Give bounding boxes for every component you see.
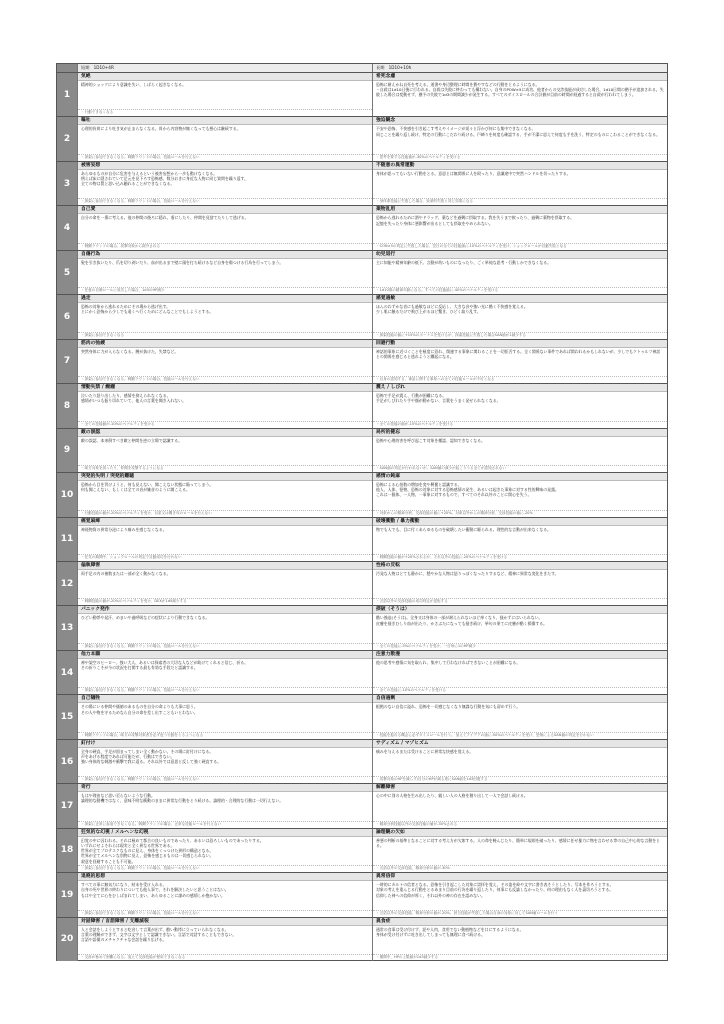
short-term-header: 短期 1D10+4R — [77, 64, 372, 72]
long-term-effect-note: ・対象からの精神分析、交渉技能の値に+20%。対象以外からの精神分析、交渉技能の値に-20% — [373, 510, 667, 517]
long-term-description: 神話的事象に近づくことを極度に恐れ、関連する事象に関わることを一切拒否する。全く関係ない事件であれば関われるかもしれないが、少しでもクトゥルフ神話との関係を感じると逃れようと躍起になる。 — [376, 348, 661, 359]
short-term-cell — [77, 251, 372, 294]
row-number: 16 — [57, 740, 77, 783]
short-term-cell — [77, 562, 372, 605]
long-term-title: 希死念慮 — [373, 73, 667, 81]
long-term-effect-note: ・精神分析技能以外の交渉技能の値が-30%される — [373, 821, 667, 828]
short-term-effect-note: ・探索に参加できなくなる。戦闘ラウンドの場合、技能ロールを行えない — [78, 910, 372, 917]
long-term-cell — [372, 117, 667, 160]
short-term-effect-note: ・行動技能の値が-20%のペナルティを受け、目星又は聞き耳のロールを行えない — [78, 510, 372, 517]
row-number: 14 — [57, 651, 77, 694]
short-term-title: 自傷行為 — [78, 251, 372, 259]
row-number: 13 — [57, 606, 77, 649]
short-term-cell — [77, 606, 372, 649]
short-term-title: 痛覚麻痺 — [78, 518, 372, 526]
long-term-title: 解離障害 — [373, 784, 667, 792]
short-term-effect-note: ・探索に参加できなくなる。戦闘ラウンドの場合、技能ロールを行えない — [78, 376, 372, 383]
table-row — [57, 472, 667, 516]
row-number: 19 — [57, 873, 77, 916]
long-term-description: 身体が思ってもいない行動をとる。意思とは無関係に人を殴ったり、意識途中で突然ハンドルを切ったりする。 — [376, 170, 571, 176]
row-number: 5 — [57, 251, 77, 294]
short-term-title: 自己犠牲 — [78, 695, 372, 703]
short-term-title: 奇行 — [78, 784, 372, 792]
short-term-effect-note: ・行動できなくなる — [78, 109, 372, 116]
long-term-cell — [372, 829, 667, 872]
short-term-cell — [77, 651, 372, 694]
row-number: 3 — [57, 162, 77, 205]
long-term-title: 局所的健忘 — [373, 429, 667, 437]
long-term-cell — [372, 473, 667, 516]
table-row — [57, 650, 667, 694]
row-number: 1 — [57, 73, 77, 116]
table-row — [57, 383, 667, 427]
long-term-description: 物でも人でも、目に付くあらゆるものを破壊したい衝動に駆られる。理性的な言動が出来なくなる。 — [376, 526, 552, 532]
short-term-effect-note: ・探索に正常に参加できなくなる。戦闘ラウンドの場合、正常な技能ロールを行えない — [78, 821, 372, 828]
row-number: 4 — [57, 206, 77, 249]
long-term-description: ほんのわずかな音にも過敏なほどに反応し、大きな音や強い光に酷く不快感を覚える。 少し肌に触るだけで飛び上がるほど驚き、ひどく取り乱す。 — [376, 304, 528, 315]
short-term-title: 対話障害 / 言語障害 / 支離滅裂 — [78, 918, 372, 926]
table-row — [57, 161, 667, 205]
short-term-description: その場にいる仲間や価値のあるものを自分の命よりも大事に思う。 その人や物を守るためなら自分の命を差し出すこともいとわない。 — [81, 704, 198, 715]
long-term-description: 汚発な人物はとても静かに、穏やかな人物は怒りっぽくなったりするなど、精神に異常な変化をきたす。 — [376, 570, 559, 576]
short-term-cell — [77, 695, 372, 738]
short-term-description: すべての事に無気力になり、結末を受け入れる。 自身の死や世界の終わりについても他人事で、それを解決したいと思うことはない。 もはや全てに心をむしばまれてしまい、あらゆることに諦めの感情しか抱かない。 — [81, 882, 229, 898]
table-row — [57, 116, 667, 160]
short-term-description: 心理的負荷により吐き気が止まらなくなる。胃から内容物が無くなっても悪心は継続する。 — [81, 126, 241, 132]
table-row — [57, 250, 667, 294]
long-term-title: 幼児退行 — [373, 251, 667, 259]
long-term-cell — [372, 784, 667, 827]
short-term-title: 過走 — [78, 295, 372, 303]
row-number: 8 — [57, 384, 77, 427]
short-term-effect-note: ・戦闘技能の値が-20%のペナルティを受け、DEXが1d5減少する — [78, 598, 372, 605]
short-term-description: 神や架空のヒーロー、強い大人、あるいは探索者の大切な人などが助けてくれると信じ、祈る。 その祈りこそが今の状況を打開する最も有効な手段だと認識する。 — [81, 659, 248, 671]
long-term-description: 根拠のない自信に溢れ、恐怖を一切感じなくなり無謀な行動を気にも留めず行う。 — [376, 704, 521, 710]
short-term-title: 筋肉の弛緩 — [78, 340, 372, 348]
row-number: 6 — [57, 295, 77, 338]
short-term-cell — [77, 518, 372, 561]
short-term-effect-note: ・戦闘ラウンドの場合、攻撃対象から除外される — [78, 243, 372, 250]
short-term-cell — [77, 73, 372, 116]
short-term-title: 気絶 — [78, 73, 372, 81]
long-term-effect-note: ・技能を振れる機会に必ずダイスロールを行う。 加えてアイデアの値に-50%のペナルティを受け、恐怖によるSAN値の判定を行わない — [373, 732, 667, 739]
long-term-effect-note: ・全ての技能に-5%のペナルティを受け、一日毎に1のHP減少 — [373, 643, 667, 650]
short-term-title: 情動失禁 / 癇癪 — [78, 384, 372, 392]
short-term-description: 両手足の内の複数または一部が全く動かなくなる。 — [81, 570, 171, 576]
short-term-cell — [77, 384, 372, 427]
table-row — [57, 428, 667, 472]
long-term-effect-note: ・言語以外の交渉技能の成功判定が逆転する — [373, 598, 667, 605]
long-term-effect-note: ・攻撃対象のHPを減らす/自分のHPが減る度にSAN値を1d3回復する — [373, 776, 667, 783]
long-term-description: 主に知能や精神年齢の低下。言動が幼いものになったり、ごく単純な思考・行動しかできなくなる。 — [376, 259, 552, 265]
short-term-cell — [77, 206, 372, 249]
long-term-cell — [372, 562, 667, 605]
long-term-effect-note: ・自身の認知する、神話に関する事象への全ての技能ロールが不可となる — [373, 376, 667, 383]
long-term-cell — [372, 918, 667, 961]
short-term-effect-note: ・探索に参加できなくなる。戦闘ラウンドの場合、技能ロールを行えない — [78, 865, 372, 872]
long-term-cell — [372, 73, 667, 116]
table-header — [57, 64, 667, 72]
short-term-cell — [77, 429, 372, 472]
short-term-cell — [77, 740, 372, 783]
long-term-description: 恐怖による心拍数の増加を変や興奮と認識する。 他人、人体、怪物、恐怖の対象に対する恐怖感情の発生、あるいは起きた事象に対する性的興味の発露。 これは一個体、一人物、一事象に対するもので、すべてのそれ以外のことに関心を失う。 — [376, 482, 559, 498]
long-term-cell — [372, 251, 667, 294]
long-term-effect-note: ・戦闘技能の値が+20%されるが、それ以外の技能に-20%のペナルティを受ける — [373, 554, 667, 561]
long-term-header: 長期 1D10+10h — [372, 64, 667, 72]
long-term-title: 注意力散漫 — [373, 651, 667, 659]
short-term-title: 釘付け — [78, 740, 372, 748]
short-term-effect-note: ・全ての技能値が-10%のペナルティを受ける — [78, 421, 372, 428]
short-term-cell — [77, 162, 372, 205]
long-term-effect-note: ・言語以外の交渉技能、精神分析の値が-30% — [373, 865, 667, 872]
short-term-description: 自分の命を一番に考える。他の仲間の後ろに隠れ、盾にしたり、仲間を見捨てたりして逃げる。 — [81, 215, 249, 221]
short-term-cell — [77, 873, 372, 916]
row-number: 15 — [57, 695, 77, 738]
short-term-description: 突然身体に力が入らなくなる。腰が抜けた、失禁など。 — [81, 348, 179, 354]
long-term-cell — [372, 206, 667, 249]
short-term-effect-note: ・狂気の期間中、ショックロールの判定で自動成功を行わない — [78, 554, 372, 561]
table-row — [57, 605, 667, 649]
short-term-title: 自己愛 — [78, 206, 372, 214]
table-row — [57, 294, 667, 338]
short-term-effect-note: ・任意の自傷ロールに成功した場合、1d3のHP減少 — [78, 287, 372, 294]
table-row — [57, 561, 667, 605]
long-term-title: 異常信仰 — [373, 873, 667, 881]
table-row — [57, 828, 667, 872]
long-term-effect-note: ・全ての技能の値が-15%のペナルティを受ける — [373, 421, 667, 428]
short-term-cell — [77, 829, 372, 872]
short-term-title: 敵の誤認 — [78, 429, 372, 437]
short-term-description: 精神的ショックにより意識を失い、しばらく起きなくなる。 — [81, 82, 186, 87]
long-term-title: 回避行動 — [373, 340, 667, 348]
row-number: 10 — [57, 473, 77, 516]
long-term-title: サディズム / マゾヒズム — [373, 740, 667, 748]
long-term-effect-note: ・言語以外の交渉技能、精神分析の値が-20%。該当技能が失敗した場合自身の対象に対してSAN値ロールを行う — [373, 910, 667, 917]
short-term-title: 被害妄想 — [78, 162, 372, 170]
short-term-title: 嘔吐 — [78, 117, 372, 125]
long-term-description: 痛みを与えるまたは受けることに異常な快感を覚える。 — [376, 748, 474, 754]
short-term-description: 人と会話をしようとすると吃音して言葉が出ず、酷い動悸に立っていられなくなる。 言葉の理解ができず、文字は文字として認識できない。言語で対話することもできない。 言語や語彙のメチャクチャな会話を繰り広げる。 — [81, 926, 237, 943]
long-term-cell — [372, 695, 667, 738]
long-term-title: 震え / しびれ — [373, 384, 667, 392]
short-term-cell — [77, 295, 372, 338]
long-term-effect-note: ・期間中、HPの上限値が1d3減少する — [373, 954, 667, 961]
long-term-description: 他の思考や感情に気を取られ、集中して行わなければできないことが困難になる。 — [376, 659, 521, 665]
long-term-effect-note: ・CON×5の判定に失敗した場合、翌日の全ての技能値に-10%のペナルティを受け、ショックロールが自動失敗となる — [373, 243, 667, 250]
long-term-title: 論理観の欠如 — [373, 829, 667, 837]
short-term-effect-note: ・探索に参加できなくなる。戦闘ラウンドの場合、技能ロールを行えない — [78, 687, 372, 694]
insanity-table — [56, 63, 668, 961]
short-term-description: 神経物質の異常分泌により痛みを感じなくなる。 — [81, 526, 167, 532]
long-term-effect-note: ・SAN値の判定が行われないが、SAN値の減少が起こりうる全てが認知されない — [373, 465, 667, 472]
long-term-description: 通常の食事は受け付けず、泥や人肉、食用でない動植物などを口にするようになる。 身体が受け付けずに吐き出してしまっても無理に食べ続ける。 — [376, 926, 524, 937]
row-number: 7 — [57, 340, 77, 383]
long-term-effect-note: ・思考を要する技能値が-30%のペナルティを受ける — [373, 154, 667, 161]
long-term-description: 恐怖から逃れるために酒やドラッグ、薬などを過剰に摂取する。我を失うまで飲ったり、過剰に薬物を摂取する。 記憶を失ったり身体に悪影響が出るとしても摂取をやめられない。 — [376, 215, 575, 226]
long-term-cell — [372, 740, 667, 783]
table-row — [57, 917, 667, 961]
short-term-title: 他力本願 — [78, 651, 372, 659]
long-term-title: 異食症 — [373, 918, 667, 926]
header-number-column — [57, 64, 77, 72]
table-body — [57, 72, 667, 961]
long-term-description: 一時的にカルトの信者となる。恐怖を引き起こした対象に崇拝を覚え、その姿を絵や文字に書き表そうとしたり、写本を作ろうとする。 対象の考えを重んじる行動をとるあまり目前の行為を繰り返したり、何事にも反論しなかったり、何の理由もなく人を裏切ろうとする。 信仰した神への信仰が厚く、それ以外の神の存在を認めない。 — [376, 882, 614, 898]
short-term-cell — [77, 918, 372, 961]
short-term-description: 幻覚の中に囚われる。それは極めて都合の良いものであったり、あるいは恐ろしいものであったりする。 いずれにせよそれらは現実と全く異なる世界である。 世界が全てプロテスクなものに見え、身体をくっつけた異形の構造となる。 世界が全てメルヘンな別物に見え、恐怖を感じるものは一切感じられない。 殺意を回避することも不可能。 — [81, 837, 264, 864]
short-term-description: 全身の硬直、手足が固まってしまい全く動かない。その場に釘付けになる。 声をあげる程度であれば可能だが、行動はできない。 強い身体的な刺激や衝撃で我に返る。それ以外では意思と反して強く硬直する。 — [81, 748, 222, 765]
long-term-title: 薬物乱用 — [373, 206, 667, 214]
long-term-cell — [372, 162, 667, 205]
short-term-description: あらゆるものが自分に危害を与えるという被害妄想から一歩も動けなくなる。 例えば床に隠されていて足元を見下ろす恐怖感、数分おきに身近な人物に同じ質問を繰り返す。 全ての物は罠と思い込み触れることができなくなる。 — [81, 170, 248, 187]
table-row — [57, 205, 667, 249]
long-term-description: 恐怖に耐えかね自死を考える。道書や身辺整理に時間を費やすなどの行動をとるようになる。 ・自殺は1d10日後に行われる。自殺は失敗に終わっても構わない。自身のPOW×5に成功、他者からの交渉技能が成功した場合、1d10日間の猶予が追加される。失敗した場合は変動せず、猶予の失敗で1d3の期間減少が発生する。すべてのダイスロールの合計値が目前の時間が経過すると自殺が行われてしまう。 — [376, 82, 664, 98]
long-term-cell — [372, 384, 667, 427]
short-term-effect-note: ・探索に参加できなくなる。戦闘ラウンドの場合、技能ロールを行えない — [78, 154, 372, 161]
short-term-description: 敵の誤認、本来倒すべき敵と仲間を逆の立場で認識する。 — [81, 437, 183, 443]
long-term-title: 不随意の異常運動 — [373, 162, 667, 170]
long-term-description: 酷い強迫(そうは)。全身又は身体の一部が耐えられないほど痒くなり、掻かずにはいられない。 皮膚を掻きむしり血が出たり、かさぶたになっても掻き続け、挙句の果てに皮膚が酷く損傷する。 — [376, 615, 548, 626]
long-term-description: 心の中に別の人格を生み出したり、親しい人の人格を創り出して一人で会話し続ける。 — [376, 793, 528, 799]
table-row — [57, 339, 667, 383]
long-term-effect-note: ・身体系技能に失敗した場合、致命的失敗と同じ効果になる — [373, 198, 667, 205]
row-number: 11 — [57, 518, 77, 561]
row-number: 17 — [57, 784, 77, 827]
long-term-cell — [372, 340, 667, 383]
short-term-cell — [77, 473, 372, 516]
table-row — [57, 783, 667, 827]
long-term-title: 自信過剰 — [373, 695, 667, 703]
long-term-cell — [372, 606, 667, 649]
short-term-cell — [77, 117, 372, 160]
row-number: 2 — [57, 117, 77, 160]
long-term-cell — [372, 651, 667, 694]
row-number: 18 — [57, 829, 77, 872]
table-row — [57, 72, 667, 116]
long-term-cell — [372, 295, 667, 338]
long-term-title: 感情の鈍麻 — [373, 473, 667, 481]
short-term-effect-note: ・探索に参加できなくなる。戦闘ラウンドの場合、技能ロールを行えない — [78, 643, 372, 650]
short-term-effect-note: ・戦闘ラウンドの場合、味方の攻撃対象者を必ず庇う行動をとるようになる — [78, 732, 372, 739]
table-row — [57, 739, 667, 783]
row-number: 9 — [57, 429, 77, 472]
table-row — [57, 517, 667, 561]
short-term-effect-note: ・探索に参加できなくなる — [78, 332, 372, 339]
long-term-cell — [372, 429, 667, 472]
long-term-description: 恐怖や心理的害を呼び起こす対象を種認、認知できなくなる。 — [376, 437, 485, 443]
row-number: 20 — [57, 918, 77, 961]
short-term-description: 恐怖の対象から逃れるためにその場から逃げ出す。 とにかく恐怖から少しでも遠くへ行くためにどんなことでもしようとする。 — [81, 304, 214, 315]
long-term-cell — [372, 518, 667, 561]
short-term-effect-note: ・味方対象を誤ったり、仲間を攻撃するようになる — [78, 465, 372, 472]
short-term-effect-note: ・交渉が極めて困難になる。加えて交渉技能が使用できなくなる — [78, 954, 372, 961]
short-term-cell — [77, 340, 372, 383]
short-term-title: 退廃的思想 — [78, 873, 372, 881]
long-term-description: 不安や恐怖、不快感を引き起こす考えやイメージが延々と浮かび何にも集中できなくなる。 同じことを繰り返し続け、特定の行動にこだわり続ける。戸締りを何度も確認する、手が不潔に思えて何度も手を洗う、特定のものにこわることができなくなる。 — [376, 126, 660, 137]
short-term-description: 髪を引き抜いたり、爪を切り剥いだり、血が出るまで壁に頭を打ち続けるなど自身を傷つける行為を行ってしまう。 — [81, 259, 284, 265]
long-term-title: 性格の反転 — [373, 562, 667, 570]
long-term-description: 恐怖で手足が震え、行動が困難になる。 手足がしびれたり手や顔が動かない、言葉をうまく発せられなくなる。 — [376, 393, 501, 404]
long-term-title: 破壊衝動 / 暴力衝動 — [373, 518, 667, 526]
long-term-title: 強迫観念 — [373, 117, 667, 125]
short-term-effect-note: ・探索に参加できなくなる。戦闘ラウンドの場合、技能ロールを行えない — [78, 776, 372, 783]
short-term-description: もはや理由など思い至らないような行動。 論理的な動機ではなく、意味不明な衝動のままに異常な行動をとり続ける。論理的・合理的な行動は一切行えない。 — [81, 793, 284, 804]
short-term-title: 狂気的な幻視 / メルヘンな幻視 — [78, 829, 372, 837]
short-term-description: 泣いたり怒り出したり、感情を抑えられなくなる。 感情がいつも振り切れていて、他人の言葉を聞き入れない。 — [81, 393, 186, 404]
short-term-title: 偏執障害 — [78, 562, 372, 570]
table-row — [57, 872, 667, 916]
long-term-effect-note: ・全ての技能に-10%のペナルティを受ける — [373, 687, 667, 694]
long-term-effect-note: ・探索技能の値に+15%のボーナスを受けるが、探索技能に失敗した場合SAN値が1減少する — [373, 332, 667, 339]
short-term-effect-note: ・探索に参加できなくなる。戦闘ラウンドの場合、技能ロールを行えない — [78, 198, 372, 205]
short-term-description: 恐怖から目を背けようと、何も見えない、聞こえない状態に陥ってしまう。 何も聞こえない、もしくは全ての音が雑音のように聞こえる。 — [81, 482, 214, 493]
short-term-title: パニック発作 — [78, 606, 372, 614]
short-term-cell — [77, 784, 372, 827]
table-row — [57, 694, 667, 738]
long-term-description: 善悪の判断の基準となることに対する考え方が欠如する。人の命を軽んじたり、簡単に規則を破ったり、感情に任せ暴力に物を言わせる等の自己中心的な言動をとる。 — [376, 837, 661, 848]
long-term-cell — [372, 873, 667, 916]
short-term-description: ひどい動悸や発汗、めまいや過呼吸などの症状により行動できなくなる。 — [81, 615, 210, 621]
long-term-title: 摂破（そうは） — [373, 606, 667, 614]
long-term-title: 感覚過敏 — [373, 295, 667, 303]
long-term-effect-note: ・1d10歳の精神年齢になる。すべての技能値に-40%のペナルティを受ける — [373, 287, 667, 294]
short-term-title: 突発的失明 / 突発的難聴 — [78, 473, 372, 481]
row-number: 12 — [57, 562, 77, 605]
